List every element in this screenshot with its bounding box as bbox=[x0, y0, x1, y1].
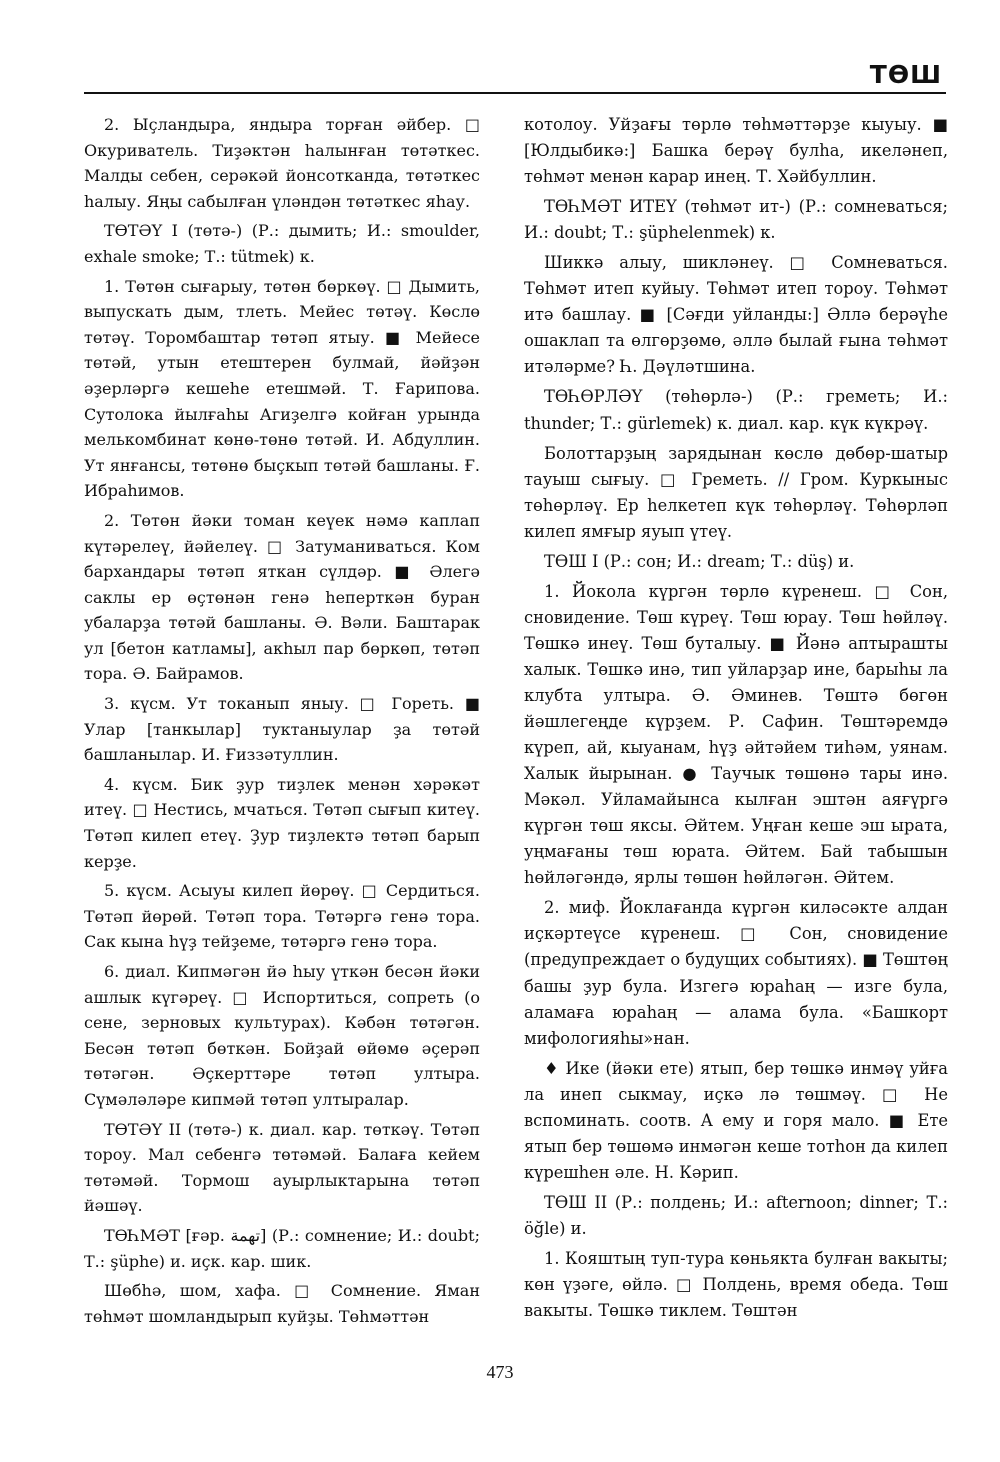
headword-totau-2: ТӨТӘҮ II (төтә-) к. диал. кар. төткәү. Төтәп тороу. Мал себенгә төтәмәй. Балаға кейем төтәмәй. Тормош ауырлыктарына төтәп йәшәү. bbox=[84, 1119, 480, 1216]
sense-paragraph: 1. Йокола күргән төрлө күренеш. □ Сон, сновидение. Төш күреү. Төш юрау. Төш һөйләү. Төшкә инеү. Төш буталыу. ■ Йәнә аптырашты халык. Төшкә инә, тип уйларҙар ине, барыһы ла клубта ултыра. Ә. Әминев. Төштә бөгөн йәшлегеңде күрҙем. Р. Сафин. Төштәремдә күреп, ай, кыуанам, һүҙ әйтәйем тиһәм, уянам. Халык йырынан. ● Таучык төшөнә тары инә. Мәкәл. Уйламайынса кылған эштән аяғүргә күргән төш яксы. Әйтем. Уңған кеше эш ырата, уңмағаны төш юрата. Әйтем. Бай табышын һөйләгәндә, ярлы төшөн һөйләгән. Әйтем. bbox=[524, 581, 948, 888]
headword-tohmat: ТӨҺМӘТ [ғәр. تهمة] (Р.: сомнение; И.: doubt; Т.: şüphe) и. иҫк. кар. шик. bbox=[84, 1225, 480, 1271]
headword-tosh-2: ТӨШ II (Р.: полдень; И.: afternoon; dinner; Т.: öğle) и. bbox=[524, 1192, 948, 1238]
header-rule bbox=[84, 92, 946, 94]
sense-paragraph: 3. күсм. Ут токанып яныу. □ Гореть. ■ Улар [танкылар] туктаныулар ҙа төтәй башланылар. И. Ғиззәтуллин. bbox=[84, 694, 480, 765]
sense-paragraph: 1. Төтөн сығарыу, төтөн бөркөү. □ Дымить, выпускать дым, тлеть. Мейес төтәү. Көслө төтәү. Торомбаштар төтәп ятыу. ■ Мейесе төтәй, утын етештерен булмай, йәйҙән әҙерләргә кешеһе етешмәй. Т. Ғарипова. Сутолока йылғаһы Агиҙелгә койған урында мелькомбинат көнө-төнө төтәй. И. Абдуллин. Ут янғансы, төтөнө быҫкып төтәй башланы. Ғ. Ибраһимов. bbox=[84, 276, 480, 501]
entry-paragraph: 2. Ыҫландыра, яндыра торған әйбер. □ Окуриватель. Тиҙәктән һалынған төтәткес. Малды себен, серәкәй йонсотканда, төтәткес һалыу. Яңы сабылған үләндән төтәткес яһау. bbox=[84, 115, 480, 211]
sense-paragraph: 6. диал. Кипмәгән йә һыу үткән бесән йәки ашлык күгәреү. □ Испортиться, сопреть (о сене, зерновых культурах). Кәбән төтәгән. Бесән төтәп бөткән. Бойҙай өйөмө әҫерәп төтәгән. Әҫкерттәре төтәп ултыра. Сүмәләләре кипмәй төтәп ултыралар. bbox=[84, 962, 480, 1109]
headword-tosh-1: ТӨШ I (Р.: сон; И.: dream; Т.: düş) и. bbox=[544, 551, 855, 571]
entry-paragraph: котолоу. Уйҙағы төрлө төһмәттәрҙе кыуыу. ■ [Юлдыбикә:] Башка берәү булһа, икеләнеп, төһмәт менән карар инең. Т. Хәйбуллин. bbox=[524, 115, 948, 187]
headword-totau-1: ТӨТӘҮ I (төтә-) (Р.: дымить; И.: smoulder, exhale smoke; Т.: tütmek) к. bbox=[84, 221, 480, 266]
sense-paragraph: 1. Кояштың туп-тура көньякта булған вакыты; көн үҙәге, өйлә. □ Полдень, время обеда. Төш вакыты. Төшкә тиклем. Төштән bbox=[524, 1248, 948, 1321]
sense-paragraph: Шиккә алыу, шикләнеү. □ Сомневаться. Төһмәт итеп куйыу. Төһмәт итеп тороу. Төһмәт итә башлау. ■ [Сәғди уйланды:] Әллә берәүһе ошаклап та өлгөрҙөмө, әллә былай ғына төһмәт итәләрме? Һ. Дәүләтшина. bbox=[524, 253, 948, 377]
sense-paragraph: Болоттарҙың зарядынан көслө дөбөр-шатыр тауыш сығыу. □ Греметь. // Гром. Куркыныс төһөрләү. Ер һелкетеп күк төһөрләү. Төһөрләп килеп ямғыр яуып үтеү. bbox=[524, 443, 948, 541]
sense-paragraph: 2. Төтөн йәки томан кеүек нәмә каплап күтәрелеү, йәйелеү. □ Затуманиваться. Ком бархандары төтәп яткан сүлдәр. ■ Әлегә саклы ер өҫтөнән генә һеперткән буран убаларҙа төтәй башланы. Ә. Вәли. Баштарак ул [бетон катламы], акһыл пар бөркөп, төтәп тора. Ә. Байрамов. bbox=[84, 510, 480, 684]
sense-paragraph: Шөбһә, шом, хафа. □ Сомнение. Яман төһмәт шомландырып куйҙы. Төһмәттән bbox=[84, 1281, 480, 1326]
idiom-paragraph: ♦ Ике (йәки ете) ятып, бер төшкә инмәү уйға ла инеп сыкмау, иҫкә лә төшмәү. □ Не вспоминать. соотв. А ему и горя мало. ■ Ете ятып бер төшөмә инмәгән кеше тотһон да килеп күрешһен әле. Н. Кәрип. bbox=[524, 1058, 948, 1182]
sense-paragraph: 5. күсм. Асыуы килеп йөрөү. □ Сердиться. Төтәп йөрөй. Төтәп тора. Төтәргә генә тора. Сак кына һүҙ тейҙеме, төтәргә генә тора. bbox=[84, 881, 480, 952]
headword-tohorlau: ТӨҺӨРЛӘҮ (төһөрлә-) (Р.: греметь; И.: thunder; Т.: gürlemek) к. диал. кар. күк күкрәү. bbox=[524, 387, 948, 433]
page-number: 473 bbox=[486, 1362, 514, 1382]
right-column bbox=[524, 112, 948, 1328]
sense-paragraph: 2. миф. Йоклағанда күргән киләсәкте алдан иҫкәртеүсе күренеш. □ Сон, сновидение (предупреждает о будущих событиях). ■ Төштөң башы ҙур була. Изгегә юраһаң — изге була, аламаға юраһаң — алама була. «Башкорт мифологияһы»нан. bbox=[524, 898, 948, 1048]
headword-tohmat-iteu: ТӨҺМӘТ ИТЕҮ (төһмәт ит-) (Р.: сомневаться; И.: doubt; Т.: şüphelenmek) к. bbox=[524, 197, 948, 243]
left-column bbox=[84, 112, 480, 1333]
running-head: ТӨШ bbox=[869, 60, 942, 89]
sense-paragraph: 4. күсм. Бик ҙур тиҙлек менән хәрәкәт итеү. □ Нестись, мчаться. Төтәп сығып китеү. Төтәп килеп етеү. Ҙур тиҙлектә төтәп барып керҙе. bbox=[84, 774, 480, 871]
